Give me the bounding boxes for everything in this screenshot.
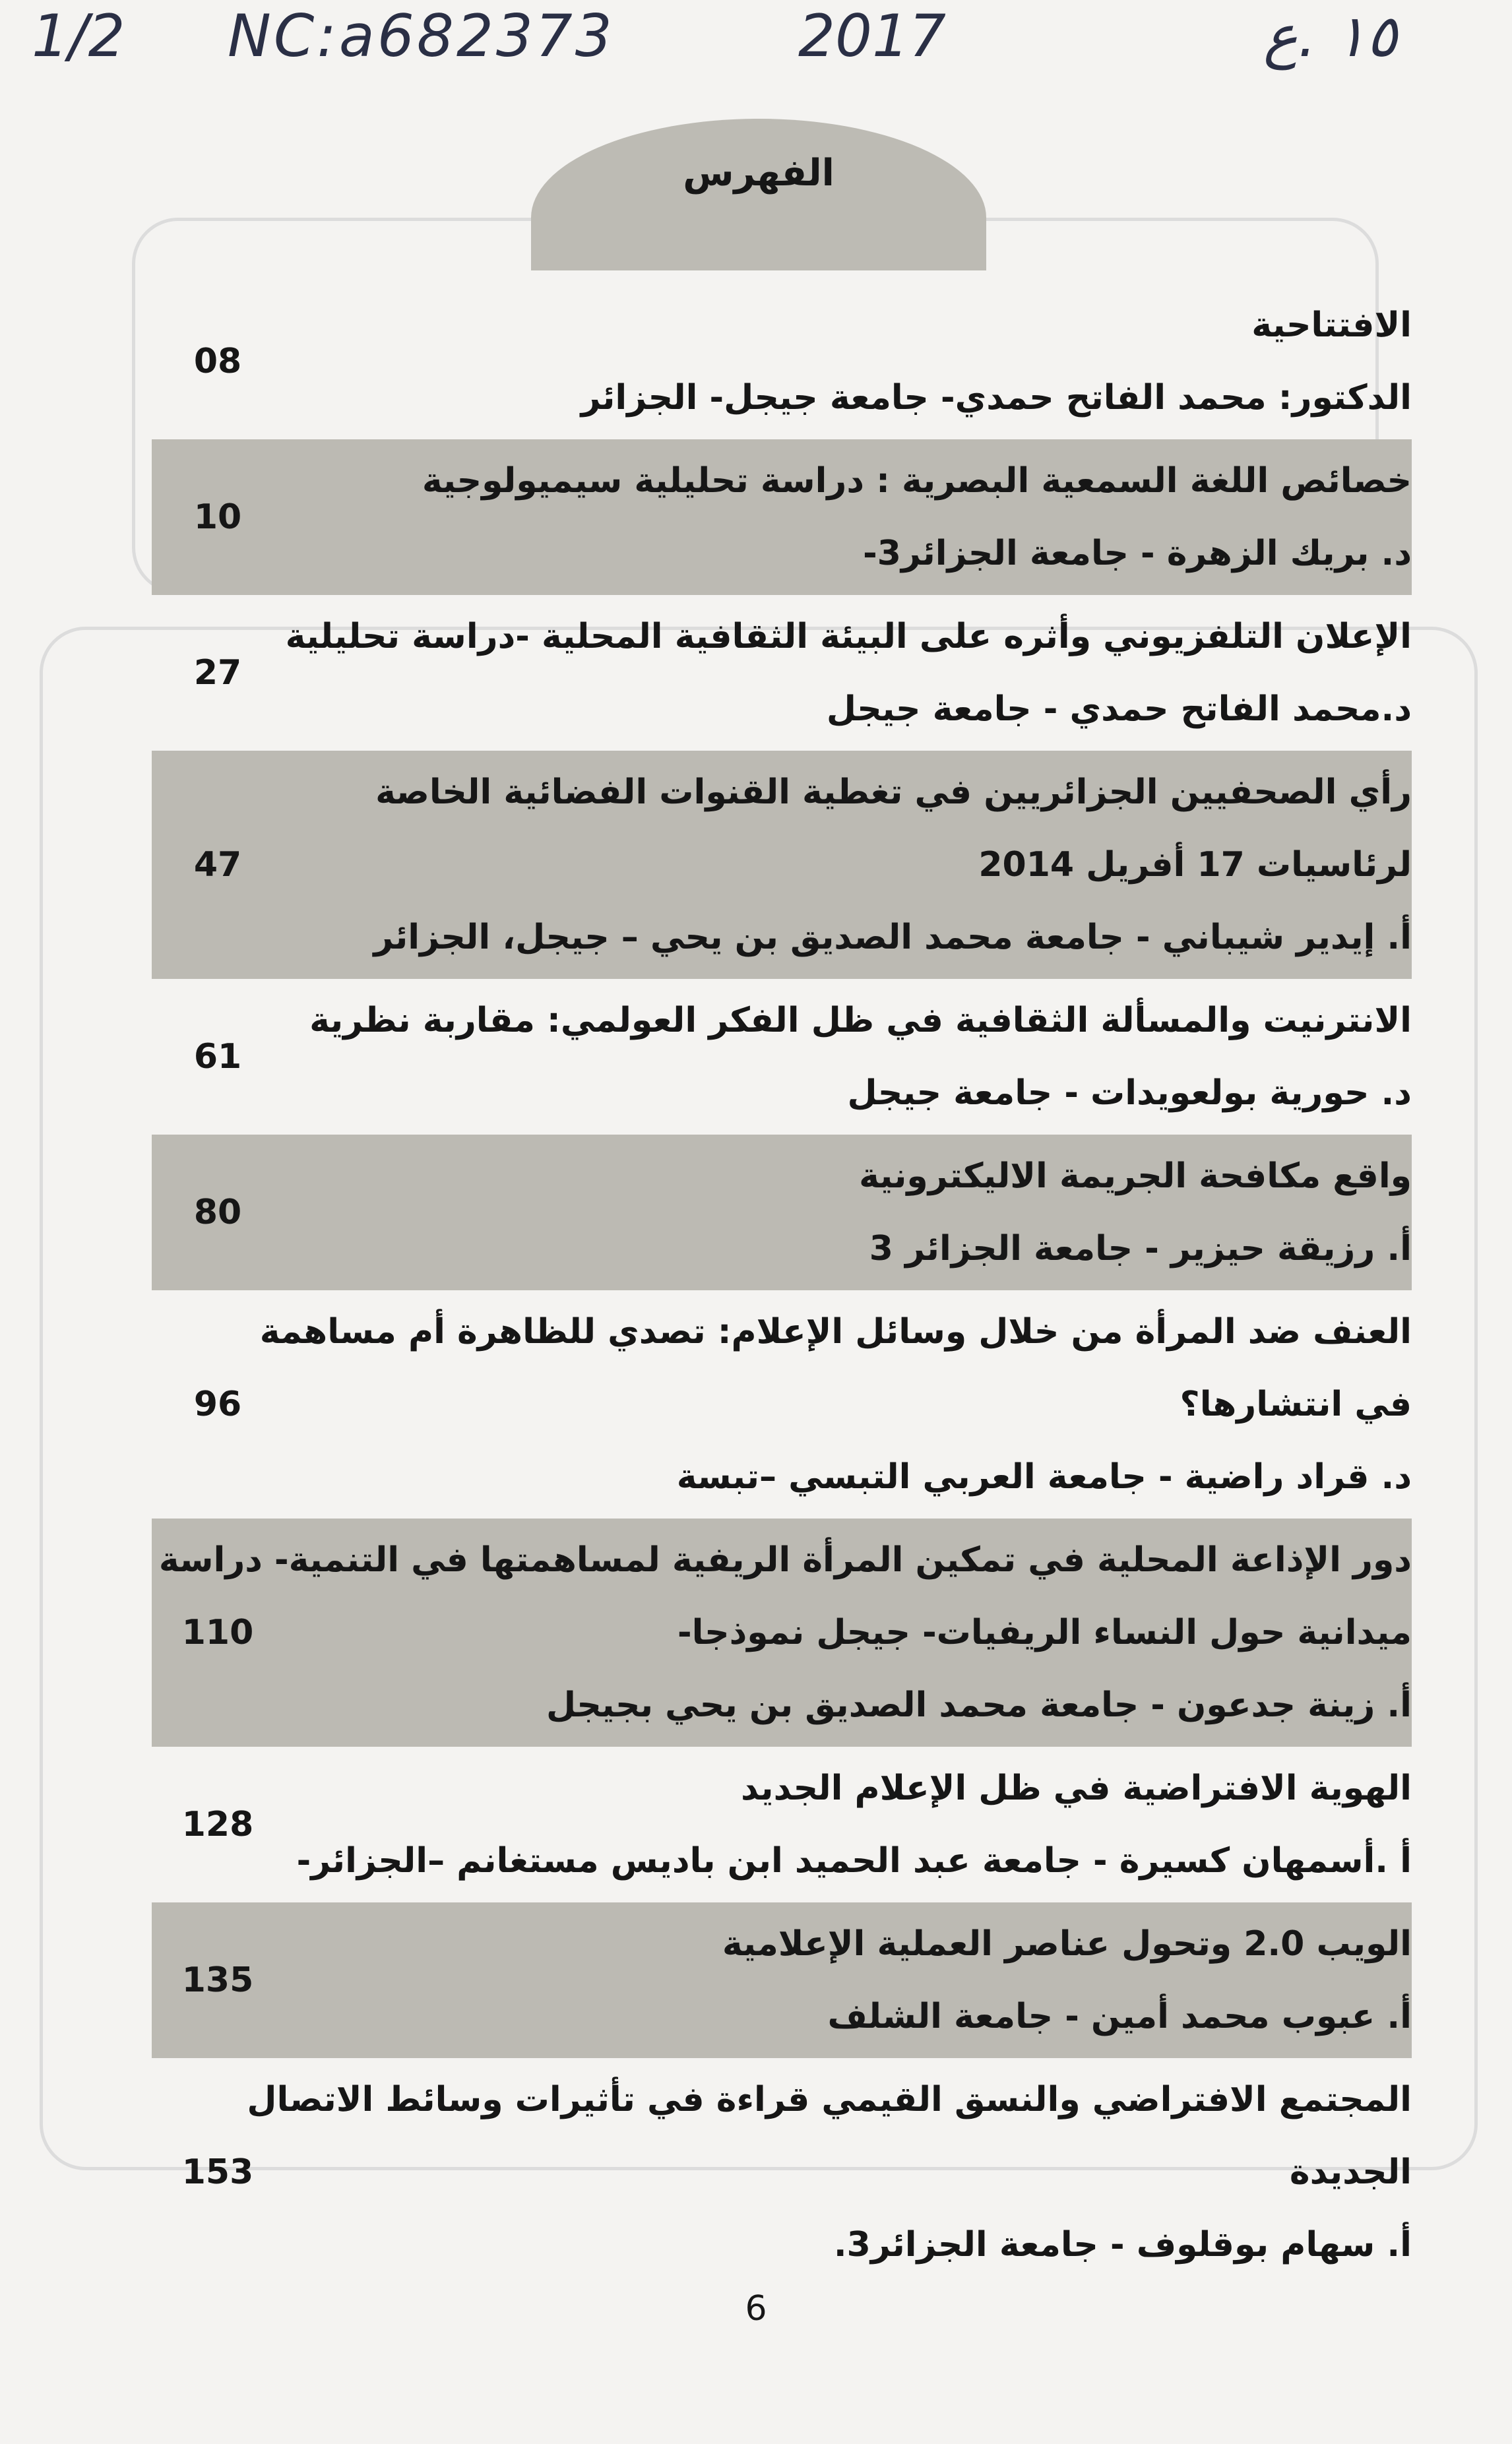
toc-entry-text — [303, 439, 1412, 595]
toc-entry-text — [303, 1135, 1412, 1290]
toc-entry-text — [296, 1747, 1412, 1902]
handwritten-year: 2017 — [798, 2, 946, 70]
toc-entry — [152, 1290, 1412, 1519]
toc-page-number: 135 — [181, 1960, 254, 2000]
toc-page-number: 80 — [193, 1193, 242, 1232]
toc-title-line: خصائص اللغة السمعية البصرية : دراسة تحليلية سيميولوجية — [422, 461, 1412, 501]
handwritten-catalog-code: NC:a682373 — [228, 2, 615, 70]
toc-entry — [152, 751, 1412, 979]
toc-page-number: 128 — [181, 1805, 254, 1844]
toc-title-line: ميدانية حول النساء الريفيات- جيجل نموذجا- — [677, 1613, 1412, 1652]
handwritten-issue-ref: ١٥ .ع — [1263, 2, 1397, 70]
toc-entry — [152, 1135, 1412, 1290]
toc-page-number: 27 — [193, 653, 242, 693]
toc-author-line: د. بريك الزهرة - جامعة الجزائر3- — [863, 534, 1412, 573]
toc-entry-text — [303, 1902, 1412, 2058]
toc-page-number: 110 — [181, 1613, 254, 1652]
toc-author-line: أ. إيدير شيباني - جامعة محمد الصديق بن يحي – جيجل، الجزائر — [373, 918, 1412, 957]
toc-page-number: 61 — [193, 1037, 242, 1077]
toc-entry-text — [247, 2058, 1412, 2286]
toc-title-line: الإعلان التلفزيوني وأثره على البيئة الثقافية المحلية -دراسة تحليلية — [285, 617, 1412, 656]
toc-entry-text — [303, 284, 1412, 439]
toc-title-line: الافتتاحية — [1251, 305, 1412, 345]
toc-entry — [152, 979, 1412, 1135]
toc-title-line: الانترنيت والمسألة الثقافية في ظل الفكر العولمي: مقاربة نظرية — [309, 1001, 1412, 1040]
toc-page-number: 08 — [193, 342, 242, 381]
handwritten-fraction: 1/2 — [32, 2, 125, 70]
page-title: الفهرس — [683, 152, 835, 195]
toc-author-line: أ. عبوب محمد أمين - جامعة الشلف — [827, 1997, 1412, 2036]
toc-title-line: الجديدة — [1289, 2152, 1412, 2192]
toc-entry-text — [285, 595, 1412, 751]
toc-entry-text — [303, 751, 1412, 979]
toc-entry — [152, 595, 1412, 751]
heading-tab — [531, 119, 986, 270]
toc-title-line: العنف ضد المرأة من خلال وسائل الإعلام: تصدي للظاهرة أم مساهمة — [259, 1312, 1412, 1352]
toc-title-line: رأي الصحفيين الجزائريين في تغطية القنوات الفضائية الخاصة — [375, 772, 1412, 812]
toc-title-line: الهوية الافتراضية في ظل الإعلام الجديد — [741, 1769, 1412, 1808]
toc-title-line: واقع مكافحة الجريمة الاليكترونية — [859, 1156, 1412, 1196]
toc-entry — [152, 439, 1412, 595]
toc-author-line: د. حورية بولعويدات - جامعة جيجل — [847, 1073, 1412, 1113]
toc-entry — [152, 1902, 1412, 2058]
toc-page-number: 47 — [193, 845, 242, 885]
toc-page-number: 153 — [181, 2152, 254, 2192]
toc-author-line: د.محمد الفاتح حمدي - جامعة جيجل — [826, 689, 1412, 729]
toc-title-line: في انتشارها؟ — [1180, 1385, 1412, 1424]
toc-title-line: لرئاسيات 17 أفريل 2014 — [978, 845, 1412, 885]
toc-entry-text — [259, 1290, 1412, 1519]
toc-entry — [152, 1519, 1412, 1747]
table-of-contents — [152, 284, 1412, 2286]
toc-title-line: الويب 2.0 وتحول عناصر العملية الإعلامية — [722, 1924, 1412, 1964]
toc-entry-text — [303, 979, 1412, 1135]
toc-author-line: أ. سهام بوقلوف - جامعة الجزائر3. — [833, 2225, 1412, 2265]
toc-author-line: أ. زينة جدعون - جامعة محمد الصديق بن يحي بجيجل — [546, 1685, 1412, 1725]
toc-author-line: د. قراد راضية - جامعة العربي التبسي –تبسة — [676, 1457, 1412, 1497]
toc-entry — [152, 1747, 1412, 1902]
toc-author-line: أ .أسمهان كسيرة - جامعة عبد الحميد ابن باديس مستغانم –الجزائر- — [296, 1841, 1412, 1881]
toc-title-line: دور الإذاعة المحلية في تمكين المرأة الريفية لمساهمتها في التنمية- دراسة — [158, 1540, 1412, 1580]
toc-author-line: الدكتور: محمد الفاتح حمدي- جامعة جيجل- الجزائر — [581, 378, 1412, 418]
toc-page-number: 10 — [193, 497, 242, 537]
toc-entry — [152, 2058, 1412, 2286]
toc-page-number: 96 — [193, 1385, 242, 1424]
toc-entry — [152, 284, 1412, 439]
toc-title-line: المجتمع الافتراضي والنسق القيمي قراءة في تأثيرات وسائط الاتصال — [247, 2080, 1412, 2119]
page-number: 6 — [745, 2289, 767, 2329]
toc-author-line: أ. رزيقة حيزير - جامعة الجزائر 3 — [869, 1229, 1412, 1269]
